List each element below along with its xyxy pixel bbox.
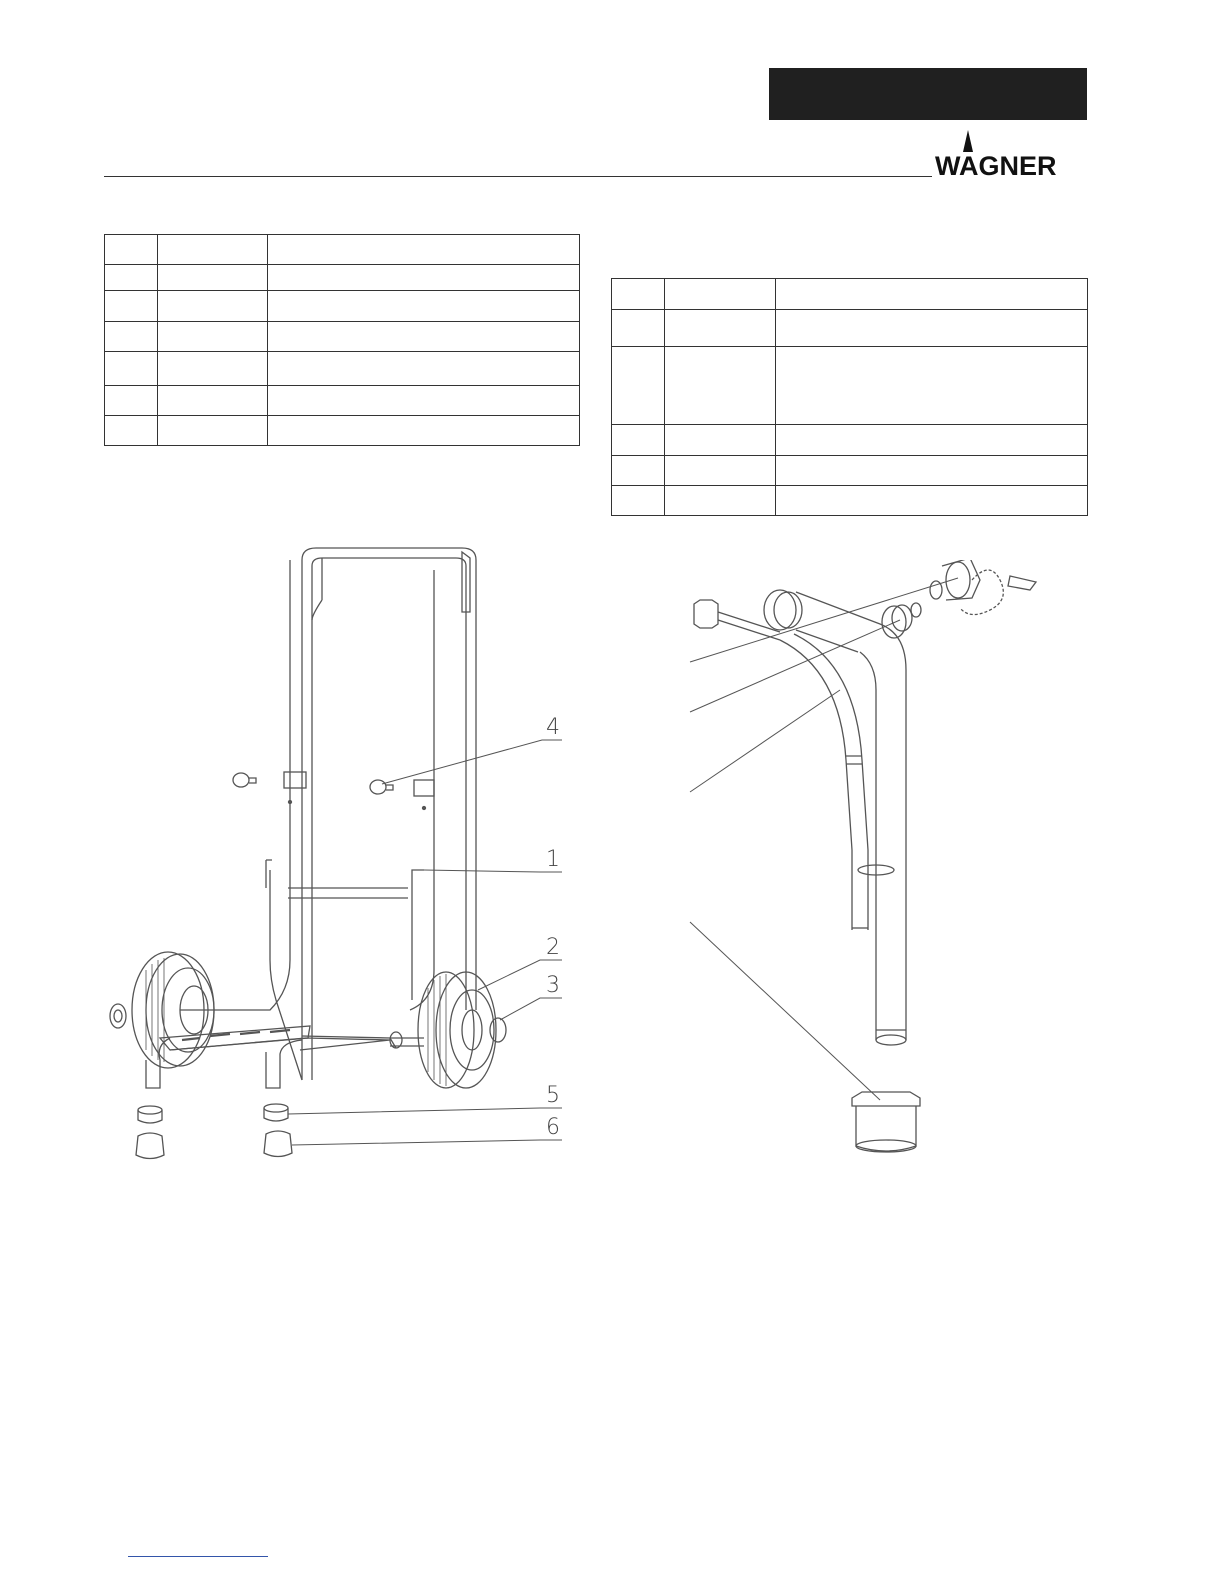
- callout-2: 2: [546, 935, 560, 960]
- cart-exploded-drawing: [90, 540, 580, 1170]
- table-row: [612, 456, 1088, 486]
- table-row: [612, 486, 1088, 516]
- callout-3: 3: [546, 973, 560, 998]
- footer-link-underline[interactable]: [128, 1556, 268, 1557]
- wagner-logo: [932, 128, 1090, 180]
- callout-6: 6: [546, 1115, 560, 1140]
- table-row: [612, 310, 1088, 347]
- header-rule: [104, 176, 932, 177]
- table-row: [105, 352, 580, 386]
- table-row: [105, 386, 580, 416]
- table-row: [105, 265, 580, 291]
- parts-table-hose: [611, 278, 1088, 516]
- table-row: [612, 279, 1088, 310]
- parts-table-cart: [104, 234, 580, 446]
- callout-4: 4: [546, 715, 560, 740]
- header-bar: [769, 68, 1087, 120]
- brand-text: WAGNER: [935, 151, 1057, 180]
- table-row: [105, 235, 580, 265]
- suction-hose-exploded-drawing: [680, 560, 1060, 1170]
- callout-5: 5: [546, 1083, 560, 1108]
- table-row: [612, 347, 1088, 425]
- table-row: [105, 322, 580, 352]
- callout-1: 1: [546, 847, 560, 872]
- table-row: [612, 425, 1088, 456]
- table-row: [105, 416, 580, 446]
- table-row: [105, 291, 580, 322]
